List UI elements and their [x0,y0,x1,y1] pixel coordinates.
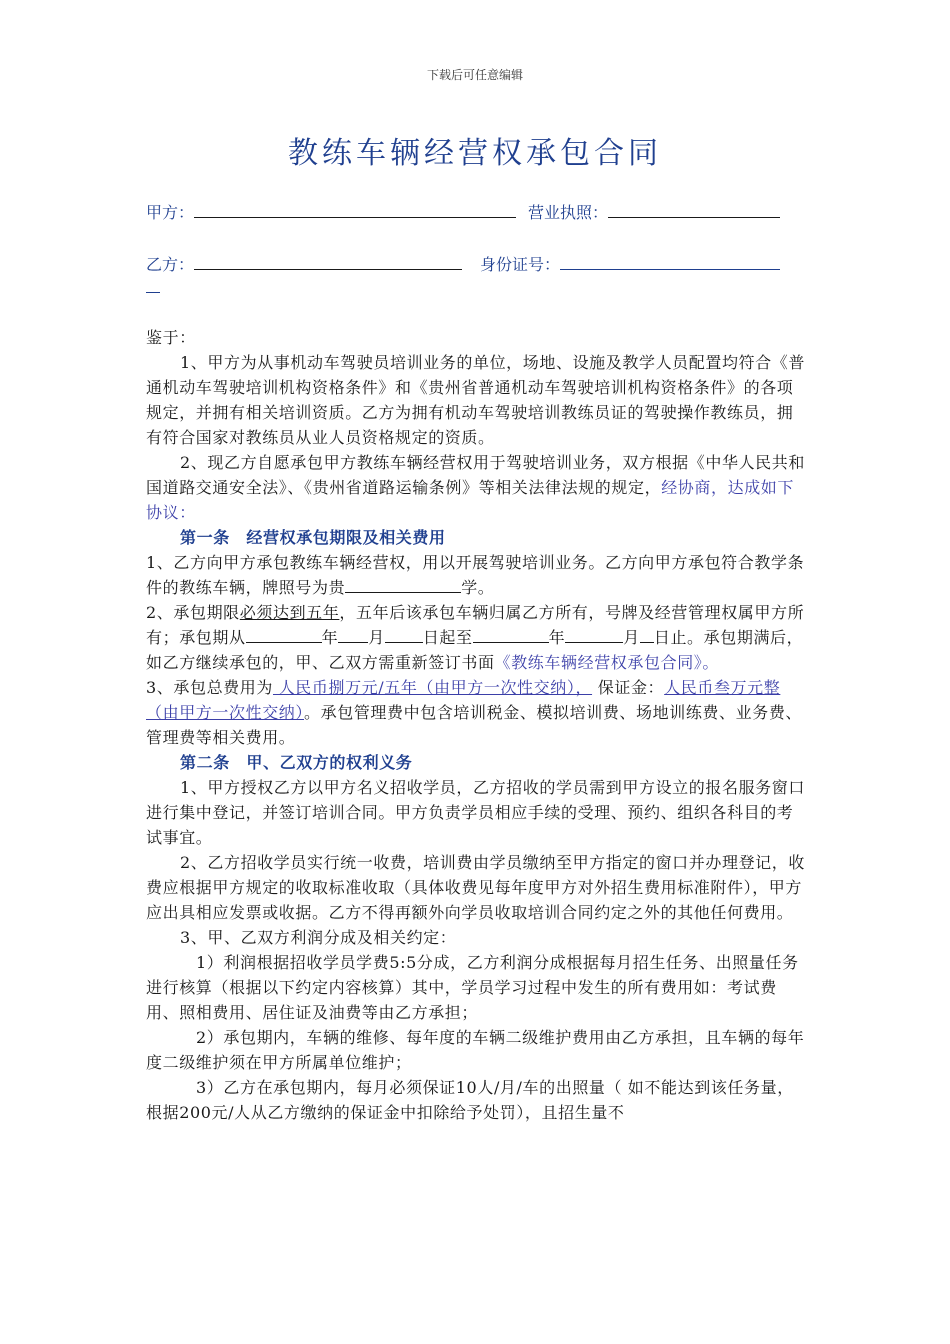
renewal-contract-name: 《教练车辆经营权承包合同》。 [494,653,720,672]
article-2-clause-2: 2、乙方招收学员实行统一收费，培训费由学员缴纳至甲方指定的窗口并办理登记，收费应根据甲方规定的收取标准收取（具体收费见每年度甲方对外招生费用标准附件），甲方应出具相应发票或收据。乙方不得再额外向学员收取培训合同约定之外的其他任何费用。 [146,853,805,922]
contract-title: 教练车辆经营权承包合同 [288,136,662,171]
from-to-label: 日起至 [422,628,473,647]
license-blank [608,203,780,218]
clause-2-end: 日止。承包期满后，如乙方继续承包的，甲、乙双方需重新签订书面 [146,628,804,672]
article-1-clause-1 [146,550,806,600]
total-fee: 人民币捌万元/五年（由甲方一次性交纳）， [272,678,593,697]
month-label-1: 月 [368,628,385,647]
party-b-label: 乙方： [146,255,195,274]
article-1-clause-3 [146,675,806,750]
profit-item-1: 1）利润根据招收学员学费5:5分成，乙方利润分成根据每月招生任务、出照量任务进行核算（根据以下约定内容核算）其中，学员学习过程中发生的所有费用如：考试费用、照相费用、居住证及油费等由乙方承担； [146,953,799,1022]
clause-2-start: 2、承包期限 [146,603,240,622]
clause-3-start: 3、承包总费用为 [146,678,273,697]
contract-body [146,325,806,1125]
whereas-label: 鉴于： [146,328,196,347]
deposit-label: 保证金： [592,678,665,697]
clause-1-text: 1、乙方向甲方承包教练车辆经营权，用以开展驾驶培训业务。乙方向甲方承包符合教学条件的教练车辆，牌照号为贵 [146,553,805,597]
start-year-blank [246,628,322,643]
clause-1-suffix: 学。 [461,578,495,597]
end-month-blank [565,628,623,643]
article-2-heading: 第二条 甲、乙双方的权利义务 [180,753,413,772]
start-day-blank [385,628,423,643]
party-b-blank [194,255,462,270]
recital-2-agreement: 经协商，达成如下协议： [146,478,795,522]
recital-2 [146,450,806,525]
id-label: 身份证号： [480,255,561,274]
start-month-blank [338,628,368,643]
recital-2-text: 2、现乙方自愿承包甲方教练车辆经营权用于驾驶培训业务，双方根据《中华人民共和国道路交通安全法》、《贵州省道路运输条例》等相关法律法规的规定， [146,453,805,497]
clause-2-middle: ，五年后该承包车辆归属乙方所有，号牌及经营管理权属甲方所有；承包期从 [146,603,805,647]
article-2-clause-3: 3、甲、乙双方利润分成及相关约定： [180,928,457,947]
party-a-label: 甲方： [146,203,195,222]
article-2-clause-1: 1、甲方授权乙方以甲方名义招收学员，乙方招收的学员需到甲方设立的报名服务窗口进行集中登记，并签订培训合同。甲方负责学员相应手续的受理、预约、组织各科目的考试事宜。 [146,778,805,847]
article-1-clause-2 [146,600,806,675]
end-year-blank [473,628,549,643]
header-note: 下载后可任意编辑 [426,68,523,82]
party-a-blank [194,203,516,218]
profit-item-2: 2）承包期内，车辆的维修、每年度的车辆二级维护费用由乙方承担，且车辆的每年度二级维护须在甲方所属单位维护； [146,1028,805,1072]
party-a-row [146,200,780,223]
end-day-blank [640,628,654,643]
month-label-2: 月 [623,628,640,647]
year-label-1: 年 [321,628,339,647]
id-blank-continuation [146,292,160,293]
year-label-2: 年 [548,628,566,647]
article-1-heading: 第一条 经营权承包期限及相关费用 [180,528,446,547]
plate-number-blank [345,578,461,593]
id-blank [560,255,780,270]
clause-2-term: 必须达到五年 [239,603,340,622]
profit-item-3: 3）乙方在承包期内，每月必须保证10人/月/车的出照量（ 如不能达到该任务量，根据200元/人从乙方缴纳的保证金中扣除给予处罚），且招生量不 [146,1078,794,1122]
clause-3-end: 。承包管理费中包含培训税金、模拟培训费、场地训练费、业务费、管理费等相关费用。 [146,703,803,747]
recital-1: 1、甲方为从事机动车驾驶员培训业务的单位，场地、设施及教学人员配置均符合《普通机动车驾驶培训机构资格条件》和《贵州省普通机动车驾驶培训机构资格条件》的各项规定，并拥有相关培训资质。乙方为拥有机动车驾驶培训教练员证的驾驶操作教练员，拥有符合国家对教练员从业人员资格规定的资质。 [146,353,805,447]
party-b-row [146,252,780,275]
deposit-amount: 人民币叁万元整（由甲方一次性交纳） [146,678,781,722]
license-label: 营业执照： [528,203,609,222]
